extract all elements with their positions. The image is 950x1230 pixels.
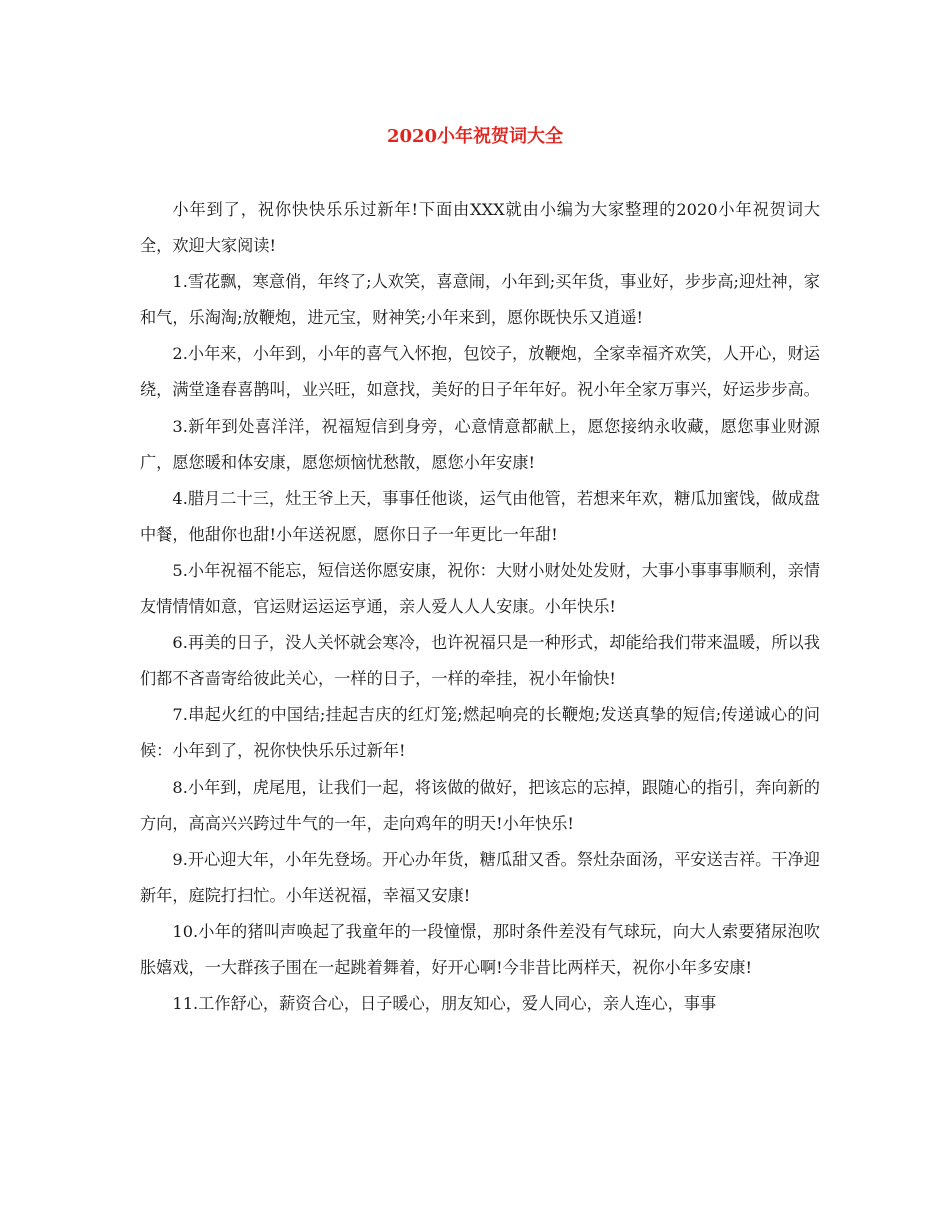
document-title: 2020小年祝贺词大全 <box>386 126 564 147</box>
intro-paragraph: 小年到了，祝你快快乐乐过新年!下面由XXX就由小编为大家整理的2020小年祝贺词大全，欢迎大家阅读! <box>140 200 820 256</box>
greeting-paragraph-1: 1.雪花飘，寒意俏，年终了;人欢笑，喜意闹，小年到;买年货，事业好，步步高;迎灶神，家和气，乐淘淘;放鞭炮，进元宝，财神笑;小年来到，愿你既快乐又逍遥! <box>140 272 820 328</box>
greeting-paragraph-2: 2.小年来，小年到，小年的喜气入怀抱，包饺子，放鞭炮，全家幸福齐欢笑，人开心，财运绕，满堂逢春喜鹊叫，业兴旺，如意找，美好的日子年年好。祝小年全家万事兴，好运步步高。 <box>140 344 820 400</box>
greeting-paragraph-7: 7.串起火红的中国结;挂起吉庆的红灯笼;燃起响亮的长鞭炮;发送真挚的短信;传递诚心的问候：小年到了，祝你快快乐乐过新年! <box>140 705 820 761</box>
greeting-paragraph-9: 9.开心迎大年，小年先登场。开心办年货，糖瓜甜又香。祭灶杂面汤，平安送吉祥。干净迎新年，庭院打扫忙。小年送祝福，幸福又安康! <box>140 849 820 905</box>
greeting-paragraph-5: 5.小年祝福不能忘，短信送你愿安康，祝你：大财小财处处发财，大事小事事事顺利，亲情友情情情如意，官运财运运运亨通，亲人爱人人人安康。小年快乐! <box>140 560 820 617</box>
greeting-paragraph-8: 8.小年到，虎尾甩，让我们一起，将该做的做好，把该忘的忘掉，跟随心的指引，奔向新的方向，高高兴兴跨过牛气的一年，走向鸡年的明天!小年快乐! <box>140 777 820 833</box>
greeting-paragraph-10: 10.小年的猪叫声唤起了我童年的一段憧憬，那时条件差没有气球玩，向大人索要猪尿泡吹胀嬉戏，一大群孩子围在一起跳着舞着，好开心啊!今非昔比两样天，祝你小年多安康! <box>140 921 820 977</box>
greeting-paragraph-6: 6.再美的日子，没人关怀就会寒冷，也许祝福只是一种形式，却能给我们带来温暖，所以我们都不吝啬寄给彼此关心，一样的日子，一样的牵挂，祝小年愉快! <box>140 633 820 689</box>
document-body <box>140 192 820 1022</box>
greeting-paragraph-4: 4.腊月二十三，灶王爷上天，事事任他谈，运气由他管，若想来年欢，糖瓜加蜜饯，做成盘中餐，他甜你也甜!小年送祝愿，愿你日子一年更比一年甜! <box>140 488 820 544</box>
greeting-paragraph-11: 11.工作舒心，薪资合心，日子暖心，朋友知心，爱人同心，亲人连心，事事 <box>172 994 717 1014</box>
greeting-paragraph-3: 3.新年到处喜洋洋，祝福短信到身旁，心意情意都献上，愿您接纳永收藏，愿您事业财源广，愿您暖和体安康，愿您烦恼忧愁散，愿您小年安康! <box>140 416 820 472</box>
